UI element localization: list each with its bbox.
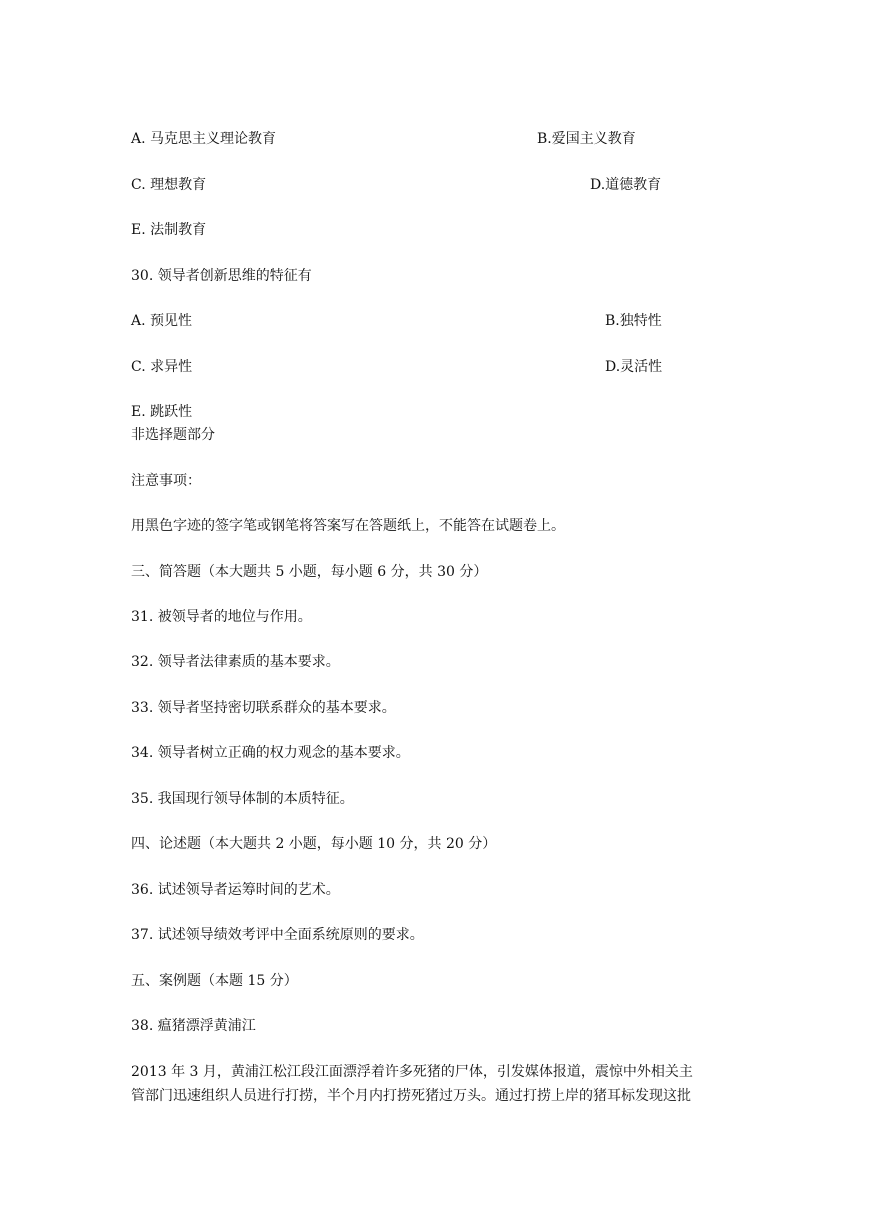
question-31: 31. 被领导者的地位与作用。 bbox=[131, 609, 312, 625]
q29-option-c: C. 理想教育 bbox=[131, 177, 207, 193]
section4-title: 四、论述题（本大题共 2 小题，每小题 10 分，共 20 分） bbox=[131, 836, 497, 852]
notice-title: 注意事项： bbox=[131, 473, 201, 489]
section3-title: 三、简答题（本大题共 5 小题，每小题 6 分，共 30 分） bbox=[131, 564, 488, 580]
q30-stem: 30. 领导者创新思维的特征有 bbox=[131, 268, 312, 284]
question-33: 33. 领导者坚持密切联系群众的基本要求。 bbox=[131, 700, 396, 716]
question-37: 37. 试述领导绩效考评中全面系统原则的要求。 bbox=[131, 927, 424, 943]
section5-title: 五、案例题（本题 15 分） bbox=[131, 973, 298, 989]
q29-option-b: B.爱国主义教育 bbox=[537, 131, 636, 147]
q30-option-c: C. 求异性 bbox=[131, 359, 193, 375]
q30-option-b: B.独特性 bbox=[605, 313, 662, 329]
q30-option-d: D.灵活性 bbox=[605, 359, 663, 375]
q30-option-a: A. 预见性 bbox=[131, 313, 193, 329]
case-title: 38. 瘟猪漂浮黄浦江 bbox=[131, 1018, 256, 1034]
q29-option-d: D.道德教育 bbox=[590, 177, 662, 193]
q29-option-e: E. 法制教育 bbox=[131, 222, 207, 238]
non-choice-heading: 非选择题部分 bbox=[131, 427, 215, 443]
notice-text: 用黑色字迹的签字笔或钢笔将答案写在答题纸上，不能答在试题卷上。 bbox=[131, 518, 565, 534]
question-32: 32. 领导者法律素质的基本要求。 bbox=[131, 654, 340, 670]
question-35: 35. 我国现行领导体制的本质特征。 bbox=[131, 791, 354, 807]
case-paragraph-line-2: 管部门迅速组织人员进行打捞，半个月内打捞死猪过万头。通过打捞上岸的猪耳标发现这批 bbox=[131, 1088, 691, 1104]
q29-option-a: A. 马克思主义理论教育 bbox=[131, 131, 277, 147]
question-36: 36. 试述领导者运筹时间的艺术。 bbox=[131, 882, 340, 898]
q30-option-e: E. 跳跃性 bbox=[131, 404, 193, 420]
case-paragraph-line-1: 2013 年 3 月，黄浦江松江段江面漂浮着许多死猪的尸体，引发媒体报道，震惊中外相关主 bbox=[131, 1064, 693, 1080]
question-34: 34. 领导者树立正确的权力观念的基本要求。 bbox=[131, 745, 410, 761]
